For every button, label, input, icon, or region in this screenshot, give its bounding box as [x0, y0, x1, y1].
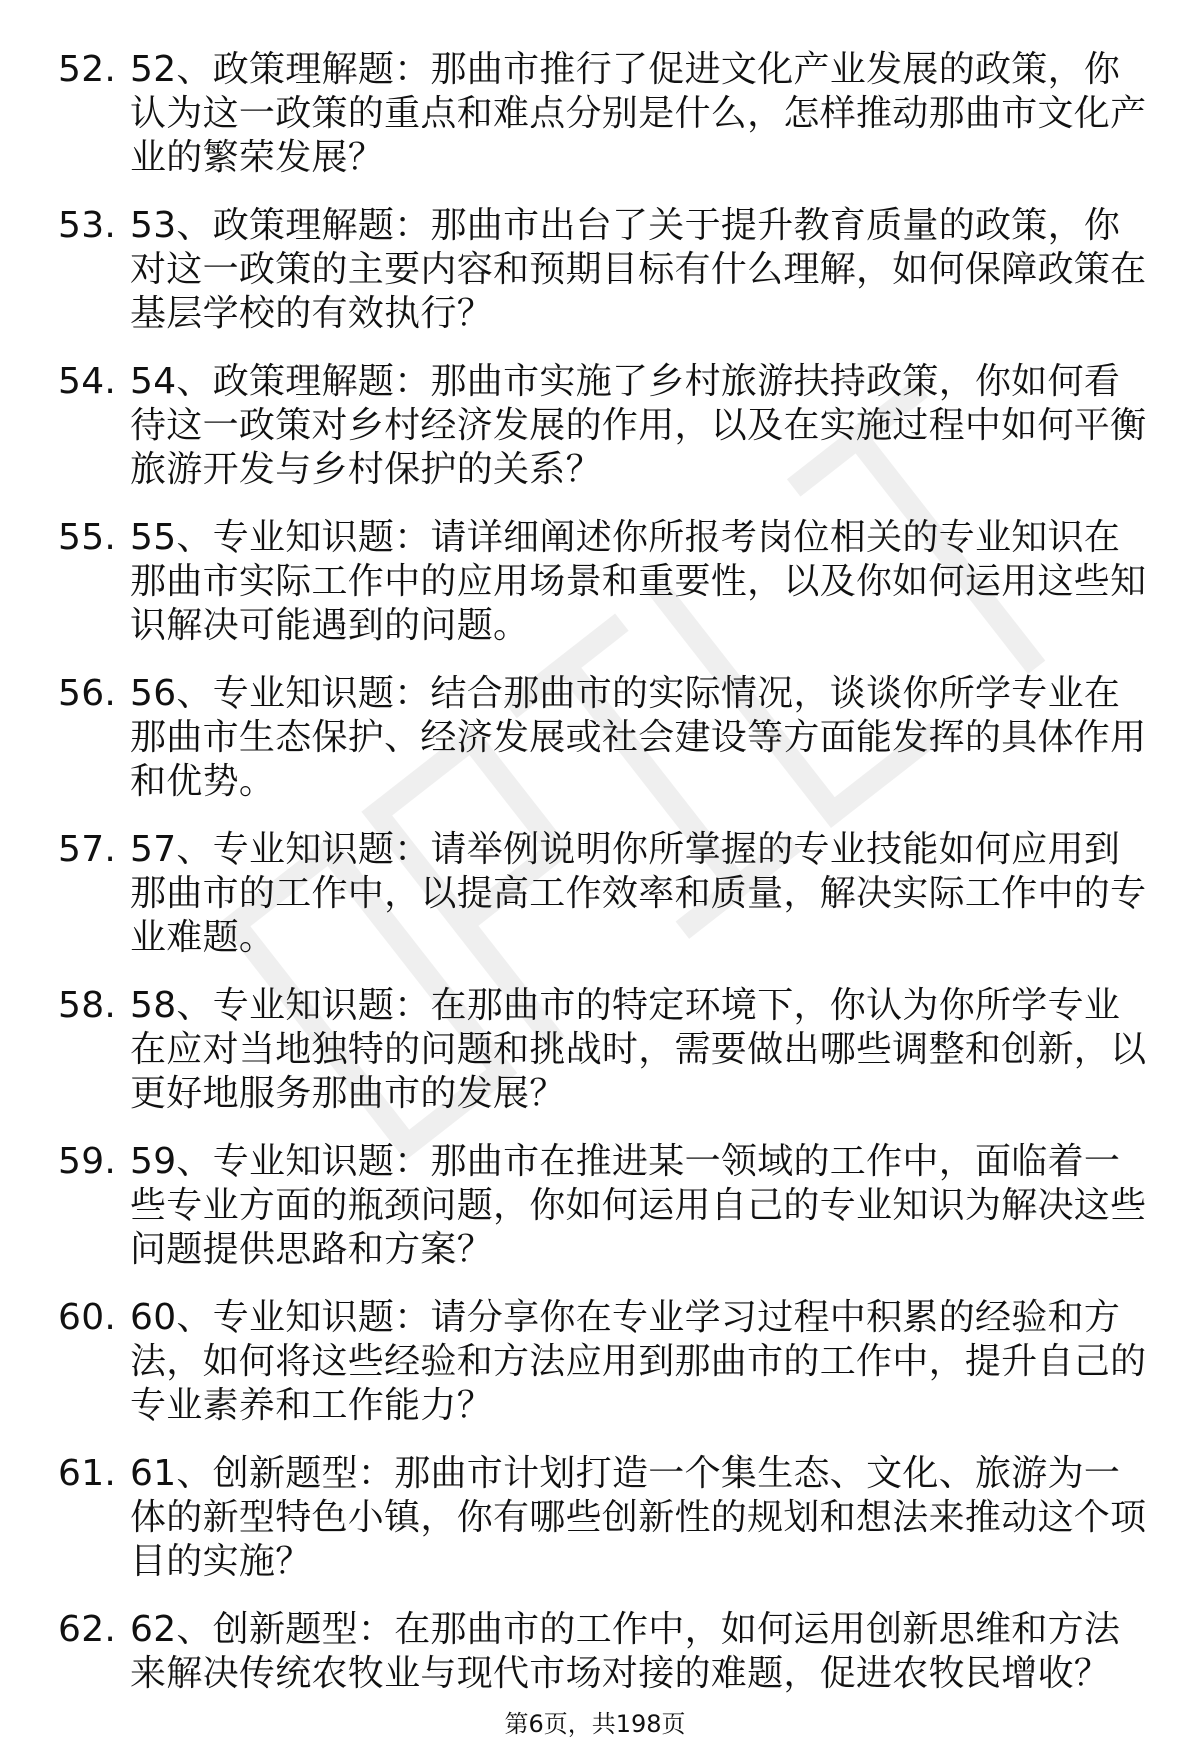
item-text: 60、专业知识题：请分享你在专业学习过程中积累的经验和方法，如何将这些经验和方法应用到那曲市的工作中，提升自己的专业素养和工作能力？: [130, 1297, 1147, 1426]
item-text: 58、专业知识题：在那曲市的特定环境下，你认为你所学专业在应对当地独特的问题和挑战时，需要做出哪些调整和创新，以更好地服务那曲市的发展？: [130, 985, 1147, 1114]
item-number: 62.: [58, 1609, 117, 1650]
list-item: [0, 828, 1190, 960]
item-number: 55.: [58, 517, 117, 558]
list-item: [0, 1452, 1190, 1584]
item-text: 52、政策理解题：那曲市推行了促进文化产业发展的政策，你认为这一政策的重点和难点分别是什么，怎样推动那曲市文化产业的繁荣发展？: [130, 49, 1147, 178]
item-text: 54、政策理解题：那曲市实施了乡村旅游扶持政策，你如何看待这一政策对乡村经济发展的作用，以及在实施过程中如何平衡旅游开发与乡村保护的关系？: [130, 361, 1147, 490]
item-text: 56、专业知识题：结合那曲市的实际情况，谈谈你所学专业在那曲市生态保护、经济发展或社会建设等方面能发挥的具体作用和优势。: [130, 673, 1147, 802]
item-number: 60.: [58, 1297, 117, 1338]
item-number: 58.: [58, 985, 117, 1026]
list-item: [0, 984, 1190, 1116]
item-number: 59.: [58, 1141, 117, 1182]
item-text: 57、专业知识题：请举例说明你所掌握的专业技能如何应用到那曲市的工作中，以提高工作效率和质量，解决实际工作中的专业难题。: [130, 829, 1147, 958]
page-number: 第6页，共198页: [504, 1710, 686, 1738]
list-item: [0, 360, 1190, 492]
question-list: [0, 48, 1190, 1720]
item-number: 57.: [58, 829, 117, 870]
item-text: 53、政策理解题：那曲市出台了关于提升教育质量的政策，你对这一政策的主要内容和预期目标有什么理解，如何保障政策在基层学校的有效执行？: [130, 205, 1147, 334]
item-number: 61.: [58, 1453, 117, 1494]
list-item: [0, 204, 1190, 336]
item-number: 53.: [58, 205, 117, 246]
list-item: [0, 516, 1190, 648]
item-number: 54.: [58, 361, 117, 402]
list-item: [0, 48, 1190, 180]
item-text: 62、创新题型：在那曲市的工作中，如何运用创新思维和方法来解决传统农牧业与现代市场对接的难题，促进农牧民增收？: [130, 1609, 1121, 1694]
item-text: 59、专业知识题：那曲市在推进某一领域的工作中，面临着一些专业方面的瓶颈问题，你如何运用自己的专业知识为解决这些问题提供思路和方案？: [130, 1141, 1147, 1270]
item-number: 52.: [58, 49, 117, 90]
item-number: 56.: [58, 673, 117, 714]
list-item: [0, 1140, 1190, 1272]
item-text: 61、创新题型：那曲市计划打造一个集生态、文化、旅游为一体的新型特色小镇，你有哪些创新性的规划和想法来推动这个项目的实施？: [130, 1453, 1147, 1582]
list-item: [0, 1296, 1190, 1428]
list-item: [0, 1608, 1190, 1696]
list-item: [0, 672, 1190, 804]
item-text: 55、专业知识题：请详细阐述你所报考岗位相关的专业知识在那曲市实际工作中的应用场景和重要性，以及你如何运用这些知识解决可能遇到的问题。: [130, 517, 1147, 646]
